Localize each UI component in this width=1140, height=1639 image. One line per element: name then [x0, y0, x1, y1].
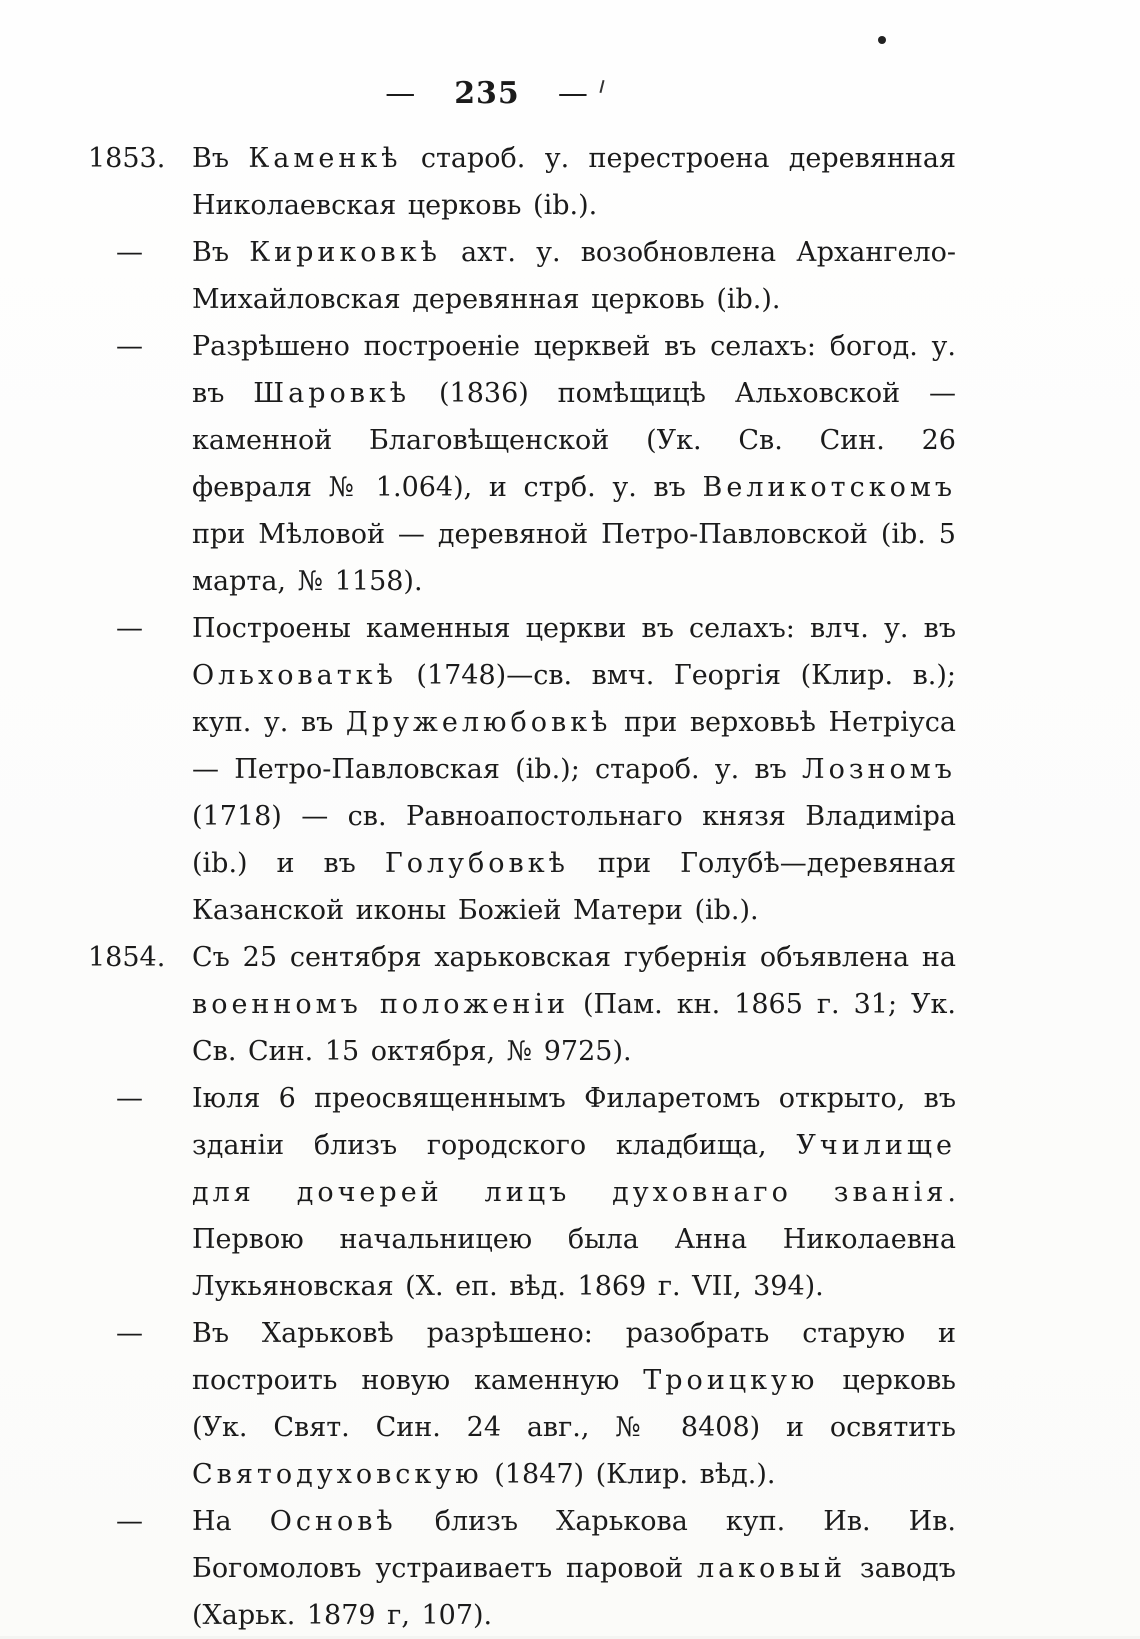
entry-label: — [116, 613, 143, 644]
entry-1854-2 [88, 1075, 956, 1310]
ink-speck [878, 36, 886, 44]
entry-1854-1 [88, 934, 956, 1075]
entry-text: Построены каменныя церкви въ селахъ: влч. у. въ Ольховаткѣ (1748)—св. вмч. Георгія (Клир. в.); куп. у. въ Дружелюбовкѣ при верховьѣ Нетріуса — Петро-Павловская (ib.); староб. у. въ Лозномъ (1718) — св. Равноапостольнаго князя Владиміра (ib.) и въ Голубовкѣ при Голубѣ—деревяная Казанской иконы Божіей Матери (ib.). [192, 613, 957, 926]
page-header [88, 76, 886, 111]
header-dash-right: — [557, 76, 589, 111]
entry-text: Іюля 6 преосвященнымъ Филаретомъ открыто, въ зданіи близъ городского кладбища, Училище для дочерей лицъ духовнаго званія. Первою начальницею была Анна Николаевна Лукьяновская (X. еп. вѣд. 1869 г. VII, 394). [192, 1083, 956, 1302]
entries-list [88, 135, 956, 1639]
entry-label: — [116, 1318, 143, 1349]
entry-1853-4 [88, 605, 956, 934]
entry-1853-2 [88, 229, 956, 323]
entry-1854-4 [88, 1498, 956, 1639]
entry-text: Въ Харьковѣ разрѣшено: разобрать старую и построить новую каменную Троицкую церковь (Ук. Свят. Син. 24 авг., № 8408) и освятить Святодуховскую (1847) (Клир. вѣд.). [192, 1318, 956, 1490]
entry-text: На Основѣ близъ Харькова куп. Ив. Ив. Богомоловъ устраиваетъ паровой лаковый заводъ (Харьк. 1879 г, 107). [192, 1506, 956, 1631]
entry-label: — [116, 331, 143, 362]
header-dash-left: — [385, 76, 417, 111]
entry-text: Въ Каменкѣ староб. у. перестроена деревянная Николаевская церковь (ib.). [192, 143, 956, 221]
entry-1854-3 [88, 1310, 956, 1498]
entry-label: — [116, 1506, 143, 1537]
entry-label: 1854. [88, 942, 166, 973]
entry-text: Разрѣшено построеніе церквей въ селахъ: богод. у. въ Шаровкѣ (1836) помѣщицѣ Альховской — каменной Благовѣщенской (Ук. Св. Син. 26 февраля № 1.064), и стрб. у. въ Великотскомъ при Мѣловой — деревяной Петро-Павловской (ib. 5 марта, № 1158). [192, 331, 956, 597]
entry-label: — [116, 237, 143, 268]
entry-1853-3 [88, 323, 956, 605]
entry-text: Съ 25 сентября харьковская губернія объявлена на военномъ положеніи (Пам. кн. 1865 г. 31; Ук. Св. Син. 15 октября, № 9725). [192, 942, 957, 1067]
entry-label: 1853. [88, 143, 166, 174]
page-number: 235 [454, 76, 520, 111]
entry-label: — [116, 1083, 143, 1114]
entry-1853-1 [88, 135, 956, 229]
entry-text: Въ Кириковкѣ ахт. у. возобновлена Архангело-Михайловская деревянная церковь (ib.). [192, 237, 956, 315]
